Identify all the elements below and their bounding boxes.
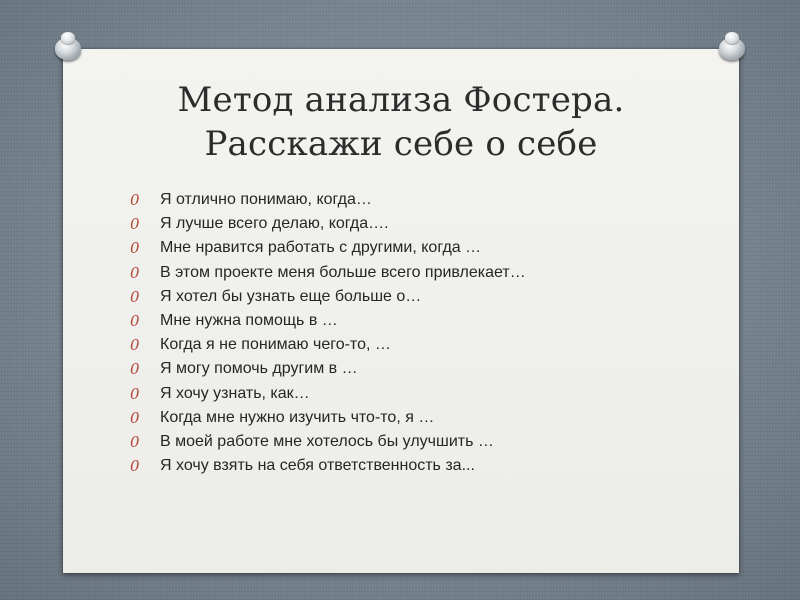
list-item <box>130 406 526 430</box>
list-item <box>130 236 526 260</box>
list-item-text: Я хотел бы узнать еще больше о… <box>160 287 422 305</box>
list-item <box>130 430 526 454</box>
pushpin-icon <box>55 38 81 64</box>
bullet-icon: 0 <box>130 432 140 451</box>
bullet-icon: 0 <box>130 336 140 355</box>
prompt-list <box>130 188 526 478</box>
list-item <box>130 382 526 406</box>
list-item-text: Когда мне нужно изучить что-то, я … <box>160 408 435 426</box>
bullet-icon: 0 <box>130 239 140 258</box>
bullet-icon: 0 <box>130 287 140 306</box>
list-item <box>130 212 526 236</box>
slide-title-line-1: Метод анализа Фостера. <box>177 80 625 120</box>
bullet-icon: 0 <box>130 360 140 379</box>
list-item-text: Я хочу узнать, как… <box>160 384 310 402</box>
bullet-icon: 0 <box>130 408 140 427</box>
list-item <box>130 333 526 357</box>
list-item <box>130 285 526 309</box>
bullet-icon: 0 <box>130 191 140 209</box>
list-item-text: Я отлично понимаю, когда… <box>160 191 372 208</box>
bullet-icon: 0 <box>130 384 140 403</box>
list-item-text: Когда я не понимаю чего-то, … <box>160 336 391 354</box>
bullet-icon: 0 <box>130 457 140 476</box>
list-item <box>130 188 526 212</box>
list-item-text: Мне нужна помощь в … <box>160 311 338 329</box>
list-item <box>130 357 526 381</box>
bullet-icon: 0 <box>130 215 140 234</box>
slide-title-line-2: Расскажи себе о себе <box>204 124 598 164</box>
bullet-icon: 0 <box>130 311 140 330</box>
pushpin-icon <box>719 38 745 64</box>
list-item-text: Я хочу взять на себя ответственность за... <box>160 457 475 475</box>
list-item-text: В этом проекте меня больше всего привлекает… <box>160 263 526 281</box>
list-item-text: Мне нравится работать с другими, когда … <box>160 239 482 257</box>
list-item-text: Я могу помочь другим в … <box>160 360 358 378</box>
list-item-text: В моей работе мне хотелось бы улучшить … <box>160 432 494 450</box>
list-item <box>130 261 526 285</box>
bullet-icon: 0 <box>130 263 140 282</box>
slide-title <box>63 78 739 166</box>
list-item-text: Я лучше всего делаю, когда…. <box>160 215 389 233</box>
list-item <box>130 454 526 478</box>
list-item <box>130 309 526 333</box>
